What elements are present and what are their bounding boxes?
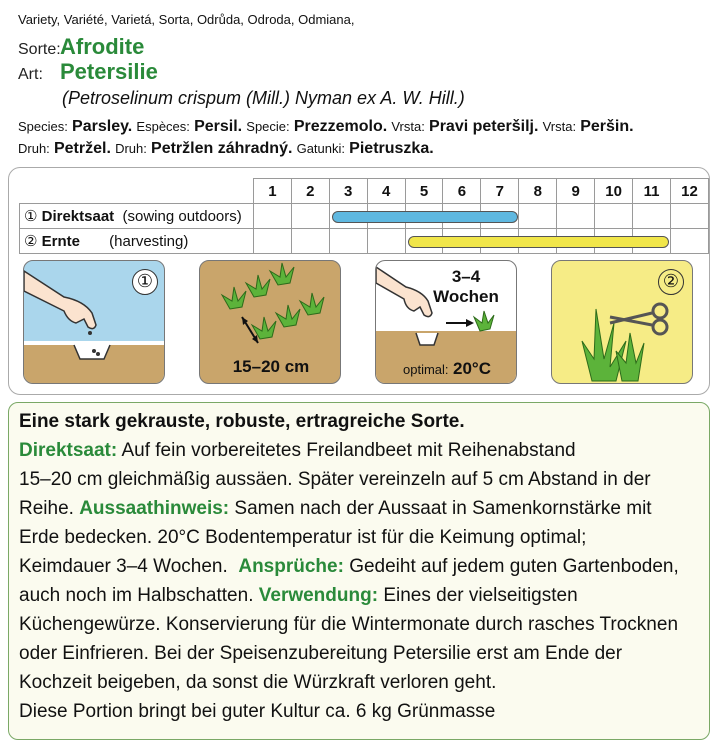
harvest-row-label: ② Ernte (harvesting)	[20, 229, 254, 254]
month-header-row	[20, 179, 709, 204]
species-value: Pravi peteršilj.	[429, 118, 539, 135]
description-line: Diese Portion bringt bei guter Kultur ca. 6 kg Grünmasse	[19, 701, 496, 722]
description-line: Reihe. Aussaathinweis: Samen nach der Aussaat in Samenkornstärke mit	[19, 498, 652, 519]
description-headline: Eine stark gekrauste, robuste, ertragreiche Sorte.	[19, 411, 465, 432]
packet-header	[18, 0, 708, 160]
optimal-label: optimal:	[403, 362, 449, 377]
month-header: 1	[253, 179, 291, 204]
month-header: 7	[481, 179, 519, 204]
art-row	[18, 61, 708, 86]
step-two-badge: ②	[658, 269, 684, 295]
description-line: oder Einfrieren. Bei der Speisenzubereitung Petersilie erst am Ende der	[19, 643, 623, 664]
species-label: Specie:	[246, 119, 290, 134]
variety-name: Afrodite	[60, 34, 145, 59]
germination-weeks	[416, 267, 516, 307]
species-label: Druh:	[18, 141, 50, 156]
species-value: Pietruszka.	[349, 140, 434, 157]
month-header: 5	[405, 179, 443, 204]
description-line: 15–20 cm gleichmäßig aussäen. Später vereinzeln auf 5 cm Abstand in der	[19, 469, 651, 490]
sowing-row-label: ① Direktsaat (sowing outdoors)	[20, 204, 254, 229]
art-label: Art:	[18, 66, 43, 83]
sorte-label: Sorte:	[18, 41, 61, 58]
month-header: 10	[595, 179, 633, 204]
month-header: 4	[367, 179, 405, 204]
species-label: Druh:	[115, 141, 147, 156]
species-value: Persil.	[194, 118, 243, 135]
cultivation-calendar	[8, 167, 710, 395]
row-spacing-illustration	[199, 260, 341, 384]
description-box	[8, 402, 710, 740]
species-value: Petržel.	[53, 140, 111, 157]
species-label: Gatunki:	[296, 141, 345, 156]
latin-name: (Petroselinum crispum (Mill.) Nyman ex A. W. Hill.)	[62, 88, 465, 108]
weeks-word: Wochen	[433, 287, 499, 306]
description-line: auch noch im Halbschatten. Verwendung: Eines der vielseitigsten	[19, 585, 578, 606]
optimal-temp	[376, 359, 517, 379]
sorte-row	[18, 36, 708, 61]
month-header: 6	[443, 179, 481, 204]
species-label: Vrsta:	[542, 119, 577, 134]
description-line: Küchengewürze. Konservierung für die Wintermonate durch rasches Trocknen	[19, 614, 679, 635]
sowing-period-bar	[332, 211, 518, 223]
germination-illustration	[375, 260, 517, 384]
species-value: Parsley.	[72, 118, 133, 135]
weeks-value: 3–4	[451, 267, 481, 286]
species-value: Prezzemolo.	[293, 118, 388, 135]
species-label: Species:	[18, 119, 68, 134]
month-header: 9	[557, 179, 595, 204]
species-value: Petržlen záhradný.	[151, 140, 293, 157]
step-one-badge: ①	[132, 269, 158, 295]
sowing-illustration	[23, 260, 165, 384]
species-name: Petersilie	[60, 59, 158, 84]
optimal-value: 20°C	[453, 359, 491, 378]
calendar-corner	[20, 179, 254, 204]
month-header: 12	[670, 179, 708, 204]
month-header: 3	[329, 179, 367, 204]
species-label: Vrsta:	[391, 119, 425, 134]
month-header: 2	[291, 179, 329, 204]
row-spacing-label: 15–20 cm	[232, 357, 310, 376]
description-line: Direktsaat: Auf fein vorbereitetes Freilandbeet mit Reihenabstand	[19, 440, 576, 461]
description-line: Keimdauer 3–4 Wochen. Ansprüche: Gedeiht auf jedem guten Gartenboden,	[19, 556, 679, 577]
species-value: Peršin.	[580, 118, 634, 135]
month-header: 8	[519, 179, 557, 204]
variety-line: Variety, Variété, Varietá, Sorta, Odrůda, Odroda, Odmiana,	[18, 12, 355, 27]
harvest-period-bar	[408, 236, 669, 248]
month-header: 11	[633, 179, 671, 204]
description-line: Erde bedecken. 20°C Bodentemperatur ist für die Keimung optimal;	[19, 527, 587, 548]
species-label: Espèces:	[136, 119, 190, 134]
harvest-illustration	[551, 260, 693, 384]
description-line: Kochzeit beigeben, da sonst die Würzkraft verloren geht.	[19, 672, 497, 693]
species-translations	[18, 116, 708, 160]
